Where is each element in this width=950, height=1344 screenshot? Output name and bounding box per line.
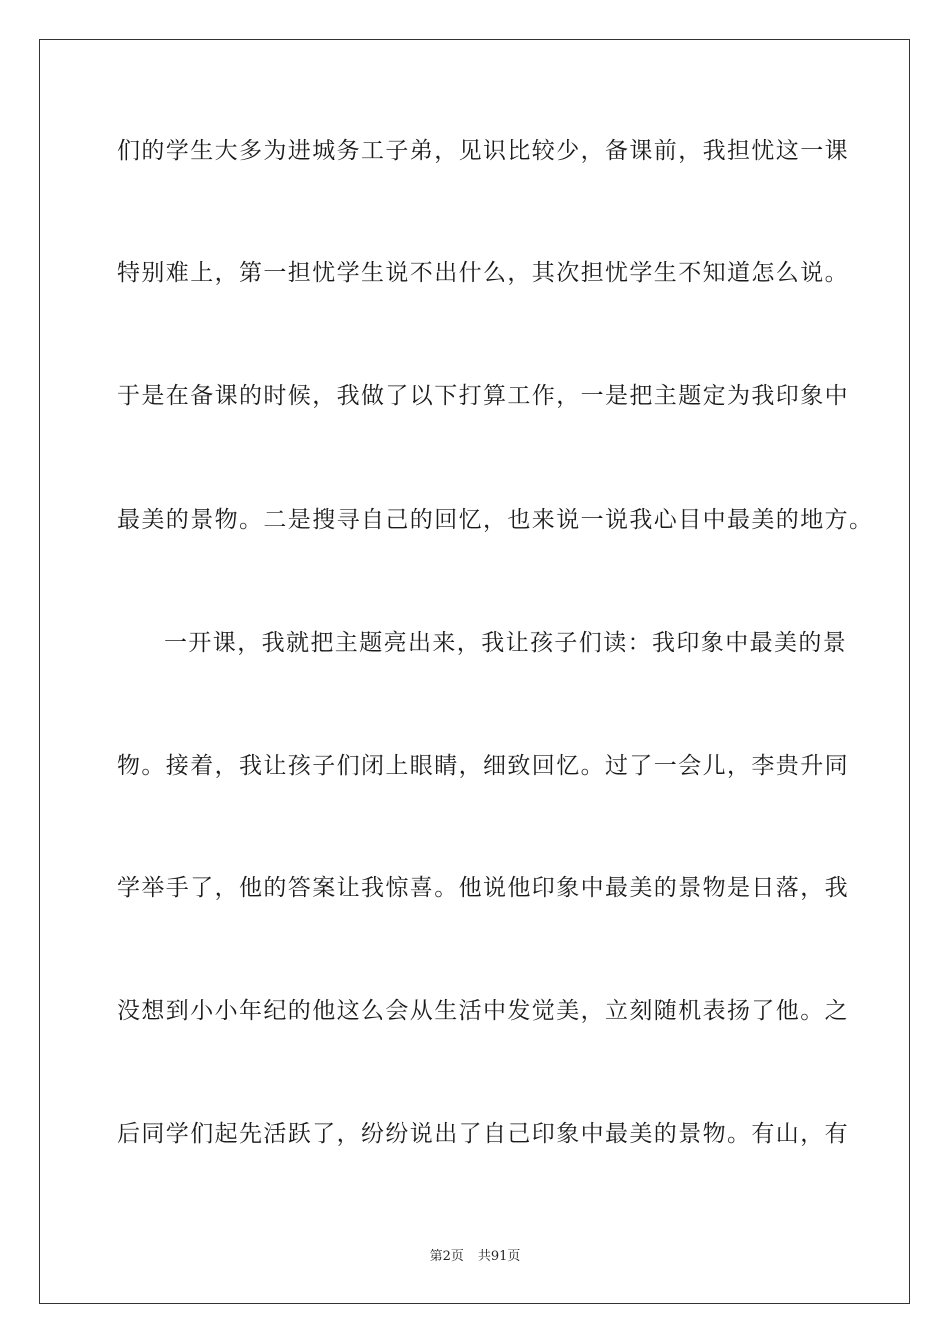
body-text-line: 们的学生大多为进城务工子弟，见识比较少，备课前，我担忧这一课 (117, 138, 849, 164)
page-footer (0, 1248, 950, 1266)
body-text-line: 没想到小小年纪的他这么会从生活中发觉美，立刻随机表扬了他。之 (117, 998, 849, 1024)
paragraph-start-line: 一开课，我就把主题亮出来，我让孩子们读：我印象中最美的景 (164, 630, 848, 656)
body-text-line: 物。接着，我让孩子们闭上眼睛，细致回忆。过了一会儿，李贵升同 (117, 753, 849, 779)
body-text-line: 于是在备课的时候，我做了以下打算工作，一是把主题定为我印象中 (117, 383, 849, 409)
body-text-line: 特别难上，第一担忧学生说不出什么，其次担忧学生不知道怎么说。 (117, 260, 849, 286)
page-number: 第2页 (429, 1249, 464, 1264)
body-text-line: 最美的景物。二是搜寻自己的回忆，也来说一说我心目中最美的地方。 (117, 507, 874, 533)
body-text-line: 学举手了，他的答案让我惊喜。他说他印象中最美的景物是日落，我 (117, 875, 849, 901)
body-text-line: 后同学们起先活跃了，纷纷说出了自己印象中最美的景物。有山，有 (117, 1121, 849, 1147)
page-frame (39, 39, 910, 1304)
page-total: 共91页 (477, 1249, 521, 1264)
